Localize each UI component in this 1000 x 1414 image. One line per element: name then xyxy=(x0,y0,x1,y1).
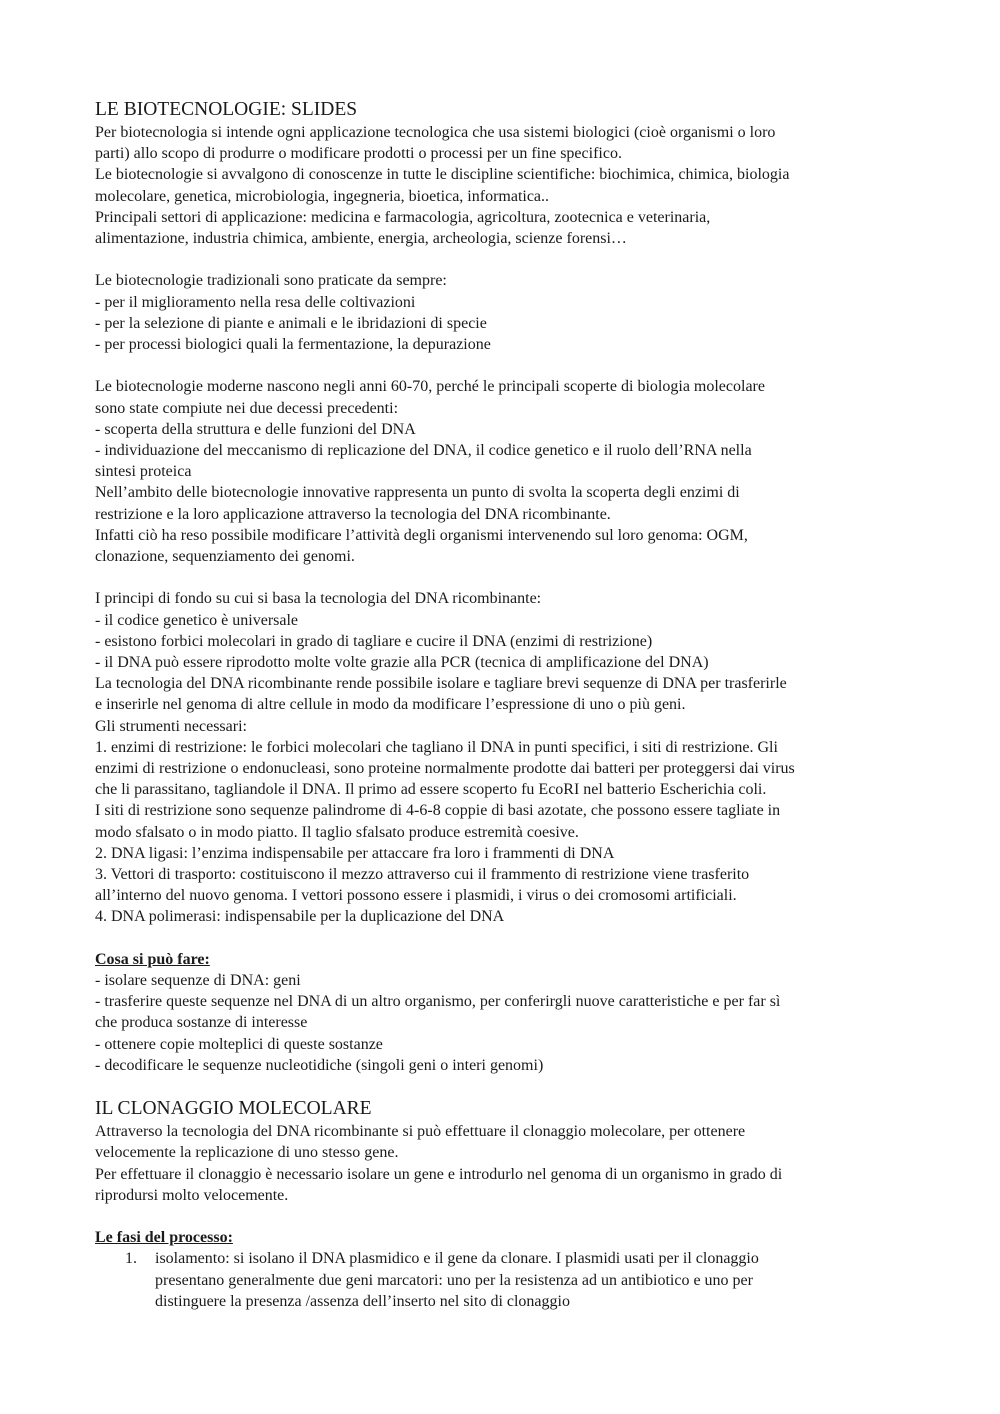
text-line: - decodificare le sequenze nucleotidiche (singoli geni o interi genomi) xyxy=(95,1056,544,1074)
blank-line xyxy=(95,567,915,588)
text-line: all’interno del nuovo genoma. I vettori possono essere i plasmidi, i virus o dei cromosomi artificiali. xyxy=(95,887,737,905)
text-line: - esistono forbici molecolari in grado di tagliare e cucire il DNA (enzimi di restrizione) xyxy=(95,632,653,650)
text-line: - individuazione del meccanismo di replicazione del DNA, il codice genetico e il ruolo dell’RNA nella xyxy=(95,442,752,460)
text-line: - isolare sequenze di DNA: geni xyxy=(95,972,301,990)
text-line: Principali settori di applicazione: medicina e farmacologia, agricoltura, zootecnica e veterinaria, xyxy=(95,208,711,226)
text-line: - per il miglioramento nella resa delle coltivazioni xyxy=(95,293,416,311)
text-line: isolamento: si isolano il DNA plasmidico e il gene da clonare. I plasmidi usati per il clonaggio xyxy=(155,1250,759,1268)
text-line: velocemente la replicazione di uno stesso gene. xyxy=(95,1144,399,1162)
cosa-list xyxy=(95,970,915,1076)
text-line: 4. DNA polimerasi: indispensabile per la duplicazione del DNA xyxy=(95,908,505,926)
text-line: Per effettuare il clonaggio è necessario isolare un gene e introdurlo nel genoma di un organismo in grado di xyxy=(95,1165,783,1183)
document-page xyxy=(95,98,915,1312)
text-line: modo sfalsato o in modo piatto. Il taglio sfalsato produce estremità coesive. xyxy=(95,823,579,841)
blank-line xyxy=(95,928,915,949)
blank-line xyxy=(95,355,915,376)
blank-line xyxy=(95,1076,915,1097)
text-line: - scoperta della struttura e delle funzioni del DNA xyxy=(95,420,416,438)
text-line: che li parassitano, tagliandole il DNA. Il primo ad essere scoperto fu EcoRI nel batterio Escherichia coli. xyxy=(95,781,767,799)
text-line: La tecnologia del DNA ricombinante rende possibile isolare e tagliare brevi sequenze di DNA per trasferirle xyxy=(95,675,787,693)
text-line: - trasferire queste sequenze nel DNA di un altro organismo, per conferirgli nuove caratteristiche e per far sì xyxy=(95,993,781,1011)
principles-paragraph xyxy=(95,588,915,927)
text-line: Gli strumenti necessari: xyxy=(95,717,247,735)
text-line: molecolare, genetica, microbiologia, ingegneria, bioetica, informatica.. xyxy=(95,187,550,205)
text-line: 3. Vettori di trasporto: costituiscono il mezzo attraverso cui il frammento di restrizione viene trasferito xyxy=(95,866,750,884)
text-line: I principi di fondo su cui si basa la tecnologia del DNA ricombinante: xyxy=(95,590,542,608)
text-line: che produca sostanze di interesse xyxy=(95,1014,308,1032)
text-line: - per processi biologici quali la fermentazione, la depurazione xyxy=(95,336,491,354)
text-line: 1. enzimi di restrizione: le forbici molecolari che tagliano il DNA in punti specifici, i siti di restrizione. Gli xyxy=(95,738,778,756)
text-line: presentano generalmente due geni marcatori: uno per la resistenza ad un antibiotico e uno per xyxy=(155,1271,753,1289)
cosa-heading: Cosa si può fare: xyxy=(95,950,210,968)
text-line: - il codice genetico è universale xyxy=(95,611,299,629)
intro-paragraph xyxy=(95,122,915,249)
text-line: - ottenere copie molteplici di queste sostanze xyxy=(95,1035,383,1053)
text-line: sono state compiute nei due decessi precedenti: xyxy=(95,399,399,417)
text-line: parti) allo scopo di produrre o modificare prodotti o processi per un fine specifico. xyxy=(95,145,622,163)
text-line: Le biotecnologie si avvalgono di conoscenze in tutte le discipline scientifiche: biochimica, chimica, biologia xyxy=(95,166,790,184)
text-line: restrizione e la loro applicazione attraverso la tecnologia del DNA ricombinante. xyxy=(95,505,611,523)
text-line: Infatti ciò ha reso possibile modificare l’attività degli organismi intervenendo sul loro genoma: OGM, xyxy=(95,526,748,544)
fasi-heading: Le fasi del processo: xyxy=(95,1229,233,1247)
modern-paragraph xyxy=(95,376,915,567)
text-line: clonazione, sequenziamento dei genomi. xyxy=(95,548,355,566)
text-line: enzimi di restrizione o endonucleasi, sono proteine normalmente prodotte dai batteri per proteggersi dai virus xyxy=(95,760,795,778)
text-line: e inserirle nel genoma di altre cellule in modo da modificare l’espressione di uno o più geni. xyxy=(95,696,686,714)
document-title: LE BIOTECNOLOGIE: SLIDES xyxy=(95,99,358,120)
blank-line xyxy=(95,249,915,270)
text-line: 2. DNA ligasi: l’enzima indispensabile per attaccare fra loro i frammenti di DNA xyxy=(95,844,615,862)
list-item-number: 1. xyxy=(125,1250,137,1268)
text-line: alimentazione, industria chimica, ambiente, energia, archeologia, scienze forensi… xyxy=(95,230,627,248)
text-line: - per la selezione di piante e animali e le ibridazioni di specie xyxy=(95,314,487,332)
blank-line xyxy=(95,1206,915,1227)
text-line: - il DNA può essere riprodotto molte volte grazie alla PCR (tecnica di amplificazione del DNA) xyxy=(95,654,709,672)
text-line: I siti di restrizione sono sequenze palindrome di 4-6-8 coppie di basi azotate, che possono essere tagliate in xyxy=(95,802,781,820)
text-line: Le biotecnologie moderne nascono negli anni 60-70, perché le principali scoperte di biologia molecolare xyxy=(95,378,765,396)
text-line: Nell’ambito delle biotecnologie innovative rappresenta un punto di svolta la scoperta degli enzimi di xyxy=(95,484,740,502)
list-item xyxy=(95,1248,915,1312)
traditional-paragraph xyxy=(95,270,915,355)
text-line: sintesi proteica xyxy=(95,463,192,481)
text-line: Le biotecnologie tradizionali sono praticate da sempre: xyxy=(95,272,447,290)
clonaggio-title: IL CLONAGGIO MOLECOLARE xyxy=(95,1098,372,1120)
text-line: riprodursi molto velocemente. xyxy=(95,1186,289,1204)
text-line: distinguere la presenza /assenza dell’inserto nel sito di clonaggio xyxy=(155,1292,570,1310)
clonaggio-paragraph xyxy=(95,1121,915,1206)
text-line: Attraverso la tecnologia del DNA ricombinante si può effettuare il clonaggio molecolare, per ottenere xyxy=(95,1123,746,1141)
text-line: Per biotecnologia si intende ogni applicazione tecnologica che usa sistemi biologici (cioè organismi o loro xyxy=(95,124,776,141)
